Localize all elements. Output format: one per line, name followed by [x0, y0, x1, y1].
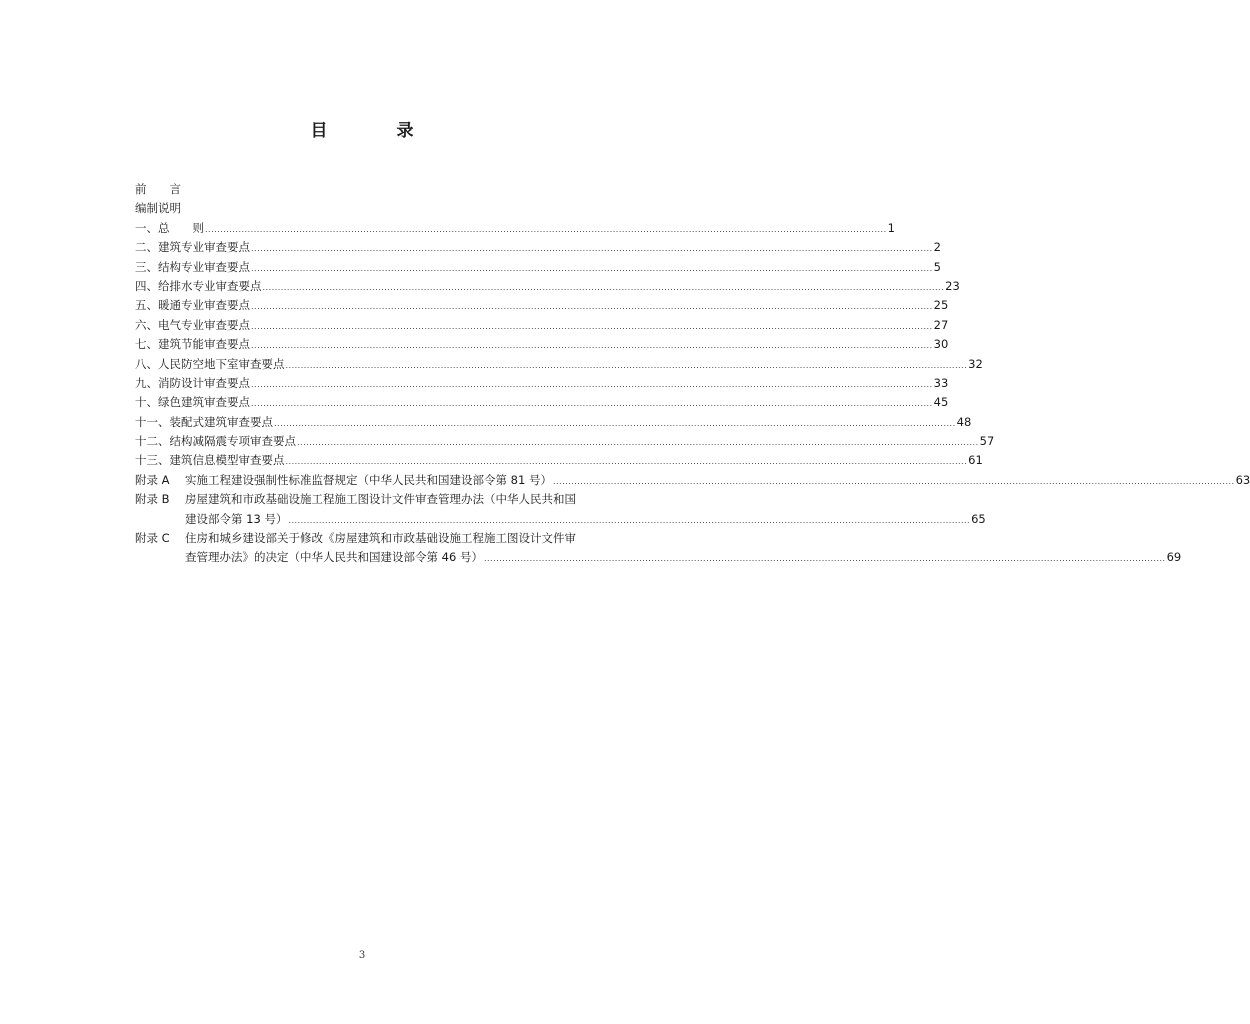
toc-entry-page: 45 [933, 395, 949, 410]
appendix-page: 65 [971, 511, 986, 526]
appendix-title-line2: 查管理办法》的决定（中华人民共和国建设部令第 46 号） [185, 550, 483, 565]
toc-leader-dots [251, 296, 933, 316]
toc-entry-page: 27 [933, 317, 949, 332]
toc-entry[interactable] [135, 413, 972, 432]
toc-entry[interactable] [135, 335, 949, 354]
toc-entry-page: 23 [945, 278, 960, 293]
toc-entry[interactable] [135, 451, 983, 470]
appendix-title: 实施工程建设强制性标准监督规定（中华人民共和国建设部令第 81 号） [185, 472, 552, 487]
toc-entry-page: 33 [933, 375, 949, 390]
toc-entry-label: 二、建筑专业审查要点 [135, 240, 250, 255]
page-title: 目 录 [310, 121, 440, 141]
toc-entry[interactable] [135, 296, 949, 315]
toc-entry[interactable] [135, 316, 949, 335]
toc-entry-label: 八、人民防空地下室审查要点 [135, 356, 285, 371]
toc-leader-dots [274, 413, 956, 433]
toc-entry-page: 2 [933, 240, 941, 255]
toc-entry-label: 七、建筑节能审查要点 [135, 337, 250, 352]
table-of-contents [135, 180, 1250, 568]
toc-entry-label: 一、总 则 [135, 220, 204, 235]
toc-leader-dots [288, 510, 970, 530]
appendix-tag: 附录 C [135, 531, 170, 546]
toc-entry[interactable] [135, 432, 995, 451]
toc-leader-dots [251, 393, 933, 413]
toc-leader-dots [251, 316, 933, 336]
appendix-tag: 附录 A [135, 472, 170, 487]
appendix-body [185, 471, 1250, 490]
toc-entry[interactable] [135, 355, 983, 374]
appendix-tag: 附录 B [135, 492, 170, 507]
appendix-title-line2: 建设部令第 13 号） [185, 511, 288, 526]
toc-entry[interactable] [135, 374, 949, 393]
toc-entry[interactable] [135, 277, 960, 296]
toc-leader-dots [251, 335, 933, 355]
toc-appendix-b[interactable] [135, 490, 986, 529]
toc-appendix-c[interactable] [135, 529, 1182, 568]
appendix-body [185, 490, 986, 529]
toc-entry-label: 十一、装配式建筑审查要点 [135, 414, 273, 429]
page-number: 3 [358, 950, 366, 961]
toc-entry-page: 32 [968, 356, 983, 371]
toc-entry-label: 三、结构专业审查要点 [135, 259, 250, 274]
toc-leader-dots [251, 238, 933, 258]
toc-entry-label: 十二、结构减隔震专项审查要点 [135, 434, 296, 449]
toc-leader-dots [286, 355, 968, 375]
toc-entry-page: 57 [979, 434, 995, 449]
toc-front-notes: 编制说明 [135, 201, 181, 216]
toc-entry-page: 61 [968, 453, 983, 468]
appendix-title-line1: 房屋建筑和市政基础设施工程施工图设计文件审查管理办法（中华人民共和国 [185, 492, 576, 507]
toc-entry-page: 1 [887, 220, 895, 235]
toc-entry-page: 30 [933, 337, 949, 352]
toc-leader-dots [553, 471, 1235, 491]
appendix-page: 63 [1235, 472, 1250, 487]
toc-entry[interactable] [135, 258, 941, 277]
toc-entry[interactable] [135, 393, 949, 412]
appendix-line [185, 510, 986, 529]
toc-appendix-a[interactable] [135, 471, 1250, 490]
toc-entry-label: 十、绿色建筑审查要点 [135, 395, 250, 410]
toc-leader-dots [286, 451, 968, 471]
toc-leader-dots [251, 258, 933, 278]
toc-entry-page: 48 [956, 414, 972, 429]
toc-leader-dots [297, 432, 979, 452]
toc-entry-label: 十三、建筑信息模型审查要点 [135, 453, 285, 468]
toc-leader-dots [251, 374, 933, 394]
toc-leader-dots [263, 277, 945, 297]
toc-entry-label: 五、暖通专业审查要点 [135, 298, 250, 313]
appendix-page: 69 [1166, 550, 1182, 565]
appendix-title-line1: 住房和城乡建设部关于修改《房屋建筑和市政基础设施工程施工图设计文件审 [185, 531, 576, 546]
toc-leader-dots [205, 219, 887, 239]
toc-entry-label: 九、消防设计审查要点 [135, 375, 250, 390]
toc-entry-page: 5 [933, 259, 941, 274]
toc-leader-dots [484, 548, 1166, 568]
appendix-line [185, 548, 1181, 567]
appendix-body [185, 529, 1181, 568]
toc-entry-label: 六、电气专业审查要点 [135, 317, 250, 332]
toc-entry[interactable] [135, 238, 941, 257]
toc-entry-label: 四、给排水专业审查要点 [135, 278, 262, 293]
appendix-line [185, 471, 1250, 490]
toc-front-preface: 前 言 [135, 182, 181, 196]
toc-entry[interactable] [135, 219, 895, 238]
toc-entry-page: 25 [933, 298, 949, 313]
